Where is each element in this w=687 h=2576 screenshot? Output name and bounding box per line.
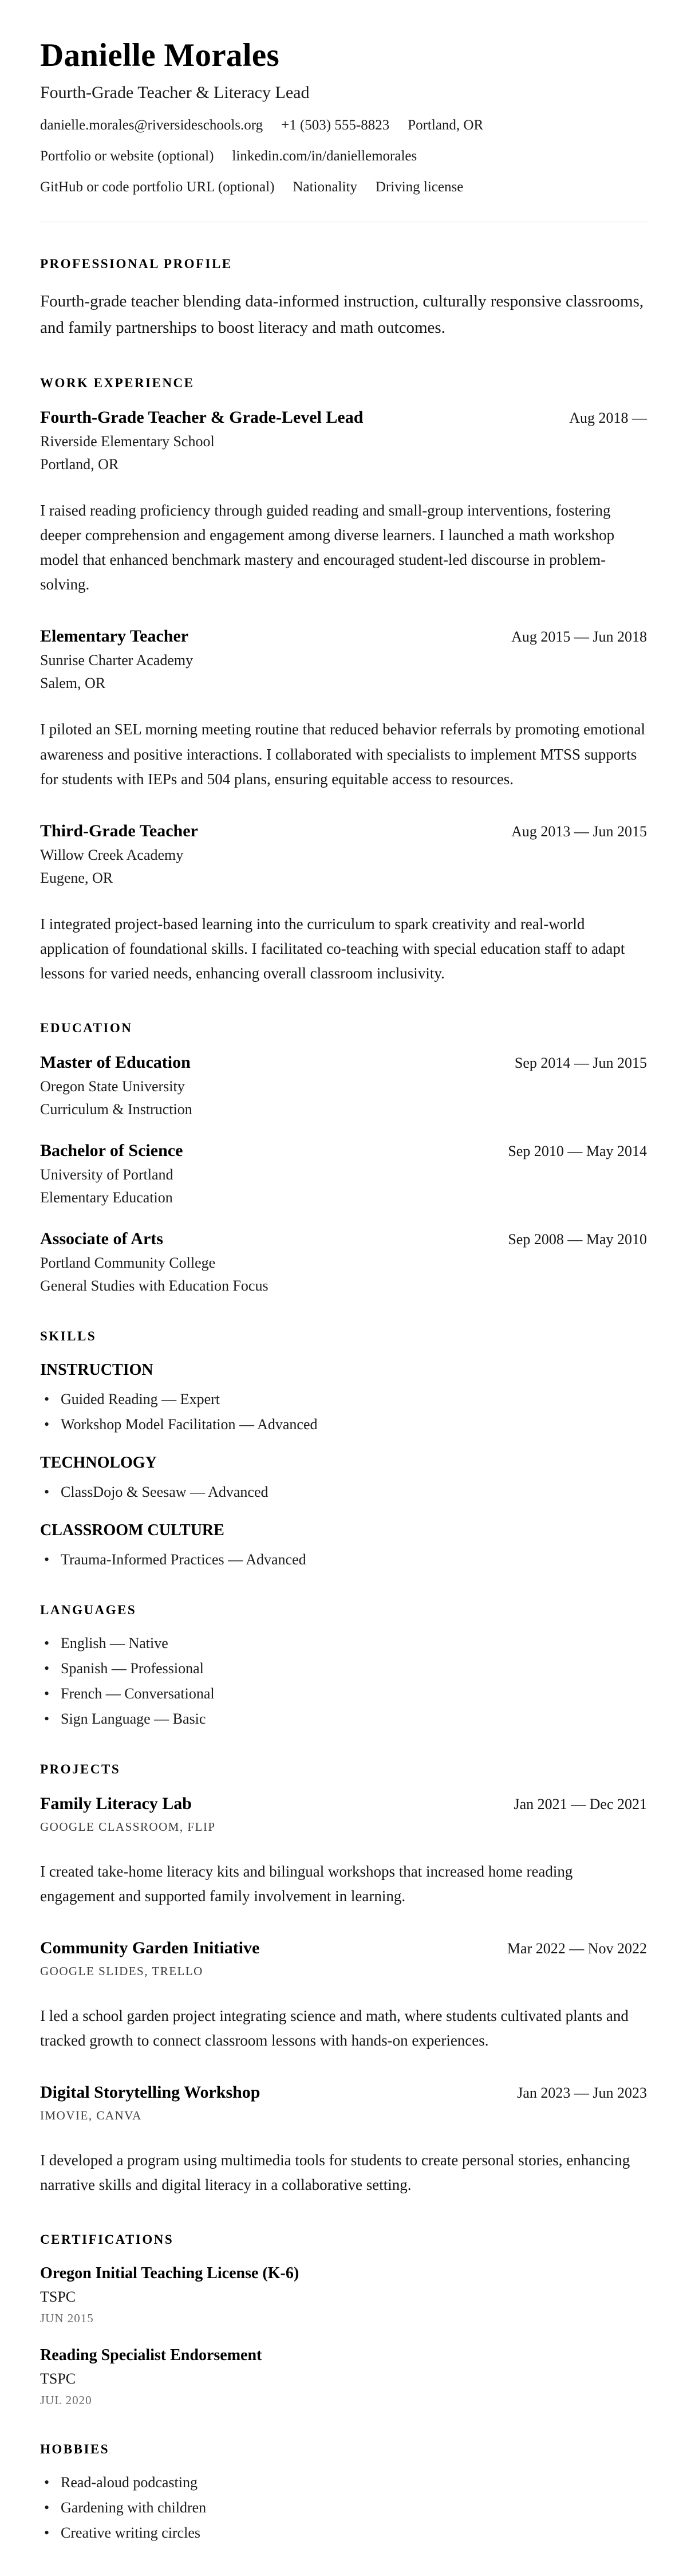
certification-date: JUL 2020	[40, 2393, 92, 2407]
education-degree: Master of Education	[40, 1052, 191, 1072]
project-description: I created take-home literacy kits and bilingual workshops that increased home reading engagement and supported family involvement in learning.	[40, 1862, 573, 1905]
project-entry-head	[40, 1794, 647, 1814]
driving-license-placeholder-text: Driving license	[375, 179, 464, 195]
hobbies-heading: HOBBIES	[40, 2441, 110, 2456]
education-entry-head	[40, 1053, 647, 1072]
section-skills	[40, 1329, 647, 1568]
skill-group-name: INSTRUCTION	[40, 1360, 153, 1379]
work-experience-heading: WORK EXPERIENCE	[40, 375, 195, 390]
education-school: Portland Community College	[40, 1254, 216, 1271]
skill-group-classroom-culture	[40, 1521, 647, 1568]
certification-date: JUN 2015	[40, 2311, 94, 2325]
project-description: I led a school garden project integrating science and math, where students cultivated plants and tracked growth to connect classroom lessons with hands-on experiences.	[40, 2007, 629, 2050]
language-item: • English — Native	[40, 1635, 647, 1652]
education-entry-head	[40, 1229, 647, 1249]
certifications-heading: CERTIFICATIONS	[40, 2232, 174, 2247]
project-entry-head	[40, 2083, 647, 2102]
project-name: Community Garden Initiative	[40, 1938, 260, 1957]
projects-heading: PROJECTS	[40, 1761, 121, 1776]
section-work-experience	[40, 376, 647, 986]
candidate-job-title: Fourth-Grade Teacher & Literacy Lead	[40, 83, 310, 102]
section-education	[40, 1021, 647, 1295]
education-school: Oregon State University	[40, 1077, 185, 1095]
section-projects	[40, 1762, 647, 2198]
skill-list	[40, 1391, 647, 1433]
hobby-item: • Gardening with children	[40, 2499, 647, 2516]
certification-name: Oregon Initial Teaching License (K-6)	[40, 2264, 299, 2282]
project-entry	[40, 1938, 647, 2053]
work-title: Elementary Teacher	[40, 627, 189, 646]
education-dates: Sep 2014 — Jun 2015	[514, 1054, 647, 1071]
skill-item: • Guided Reading — Expert	[40, 1391, 647, 1408]
resume-header	[40, 37, 647, 195]
language-item: • Sign Language — Basic	[40, 1710, 647, 1728]
education-field: Elementary Education	[40, 1189, 173, 1206]
skill-group-name: TECHNOLOGY	[40, 1453, 157, 1472]
project-tools: GOOGLE SLIDES, TRELLO	[40, 1964, 203, 1978]
section-certifications	[40, 2232, 647, 2408]
work-employer: Riverside Elementary School	[40, 432, 215, 450]
work-description: I raised reading proficiency through guided reading and small-group interventions, fostering deeper comprehension and engagement among diverse learners. I launched a math workshop model that enhanced benchmark mastery and encouraged student-led discourse in problem-solving.	[40, 501, 615, 593]
skill-list	[40, 1551, 647, 1568]
work-entry	[40, 821, 647, 986]
skill-group-instruction	[40, 1361, 647, 1433]
project-tools: GOOGLE CLASSROOM, FLIP	[40, 1819, 216, 1834]
hobby-item: • Creative writing circles	[40, 2524, 647, 2542]
education-entry	[40, 1141, 647, 1206]
work-description: I piloted an SEL morning meeting routine that reduced behavior referrals by promoting emotional awareness and positive interactions. I collaborated with specialists to implement MTSS supports for students with IEPs and 504 plans, ensuring equitable access to resources.	[40, 721, 645, 788]
language-list	[40, 1635, 647, 1728]
work-employer: Sunrise Charter Academy	[40, 652, 194, 669]
section-hobbies	[40, 2442, 647, 2542]
candidate-name: Danielle Morales	[40, 37, 279, 73]
certification-entry	[40, 2346, 647, 2408]
work-title: Third-Grade Teacher	[40, 821, 198, 840]
github-placeholder-text: GitHub or code portfolio URL (optional)	[40, 179, 275, 195]
project-description: I developed a program using multimedia tools for students to create personal stories, enhancing narrative skills and digital literacy in a collaborative setting.	[40, 2152, 630, 2194]
skill-group-name: CLASSROOM CULTURE	[40, 1521, 224, 1539]
professional-profile-heading: PROFESSIONAL PROFILE	[40, 257, 232, 271]
education-school: University of Portland	[40, 1166, 173, 1183]
certification-entry	[40, 2264, 647, 2326]
project-name: Digital Storytelling Workshop	[40, 2083, 260, 2102]
contact-row-2	[40, 148, 647, 164]
portfolio-placeholder-text: Portfolio or website (optional)	[40, 148, 214, 164]
work-entry	[40, 627, 647, 792]
certification-name: Reading Specialist Endorsement	[40, 2346, 262, 2364]
education-entry-head	[40, 1141, 647, 1161]
professional-profile-text: Fourth-grade teacher blending data-informed instruction, culturally responsive classrooms, and family partnerships to boost literacy and math outcomes.	[40, 292, 644, 337]
education-degree: Bachelor of Science	[40, 1140, 183, 1160]
work-dates: Aug 2013 — Jun 2015	[511, 823, 647, 840]
section-professional-profile	[40, 257, 647, 341]
languages-heading: LANGUAGES	[40, 1602, 137, 1617]
skill-item: • ClassDojo & Seesaw — Advanced	[40, 1484, 647, 1501]
education-dates: Sep 2008 — May 2010	[508, 1230, 647, 1248]
work-location: Eugene, OR	[40, 869, 113, 886]
email-text: danielle.morales@riversideschools.org	[40, 117, 263, 133]
project-dates: Jan 2023 — Jun 2023	[517, 2085, 647, 2102]
work-dates: Aug 2018 —	[569, 409, 647, 426]
hobby-item: • Read-aloud podcasting	[40, 2474, 647, 2491]
work-description: I integrated project-based learning into the curriculum to spark creativity and real-world application of foundational skills. I facilitated co-teaching with special education staff to adapt lessons for varied needs, enhancing overall classroom inclusivity.	[40, 915, 625, 982]
linkedin-text: linkedin.com/in/daniellemorales	[232, 148, 417, 164]
education-dates: Sep 2010 — May 2014	[508, 1142, 647, 1159]
contact-row-3	[40, 179, 647, 195]
phone-text: +1 (503) 555-8823	[281, 117, 390, 133]
skills-heading: SKILLS	[40, 1328, 97, 1343]
work-title: Fourth-Grade Teacher & Grade-Level Lead	[40, 407, 364, 427]
project-name: Family Literacy Lab	[40, 1794, 192, 1813]
work-entry-head	[40, 821, 647, 841]
work-entry-head	[40, 408, 647, 427]
section-languages	[40, 1603, 647, 1728]
certification-issuer: TSPC	[40, 2370, 76, 2387]
language-item: • Spanish — Professional	[40, 1660, 647, 1677]
language-item: • French — Conversational	[40, 1685, 647, 1702]
contact-row-1	[40, 117, 647, 133]
project-tools: IMOVIE, CANVA	[40, 2109, 142, 2123]
work-dates: Aug 2015 — Jun 2018	[511, 628, 647, 646]
project-dates: Mar 2022 — Nov 2022	[507, 1940, 647, 1957]
skill-list	[40, 1484, 647, 1501]
education-degree: Associate of Arts	[40, 1229, 163, 1248]
hobby-list	[40, 2474, 647, 2542]
education-heading: EDUCATION	[40, 1020, 133, 1035]
project-entry	[40, 2083, 647, 2197]
location-text: Portland, OR	[408, 117, 484, 133]
nationality-placeholder-text: Nationality	[293, 179, 357, 195]
work-location: Salem, OR	[40, 675, 106, 692]
education-field: Curriculum & Instruction	[40, 1100, 192, 1118]
work-entry	[40, 408, 647, 597]
skill-item: • Workshop Model Facilitation — Advanced	[40, 1416, 647, 1433]
project-entry	[40, 1794, 647, 1909]
education-entry	[40, 1053, 647, 1118]
project-dates: Jan 2021 — Dec 2021	[514, 1795, 647, 1812]
education-entry	[40, 1229, 647, 1295]
education-field: General Studies with Education Focus	[40, 1277, 269, 1294]
skill-group-technology	[40, 1454, 647, 1501]
work-location: Portland, OR	[40, 455, 119, 473]
work-entry-head	[40, 627, 647, 646]
project-entry-head	[40, 1938, 647, 1958]
certification-issuer: TSPC	[40, 2288, 76, 2305]
work-employer: Willow Creek Academy	[40, 846, 184, 863]
skill-item: • Trauma-Informed Practices — Advanced	[40, 1551, 647, 1568]
